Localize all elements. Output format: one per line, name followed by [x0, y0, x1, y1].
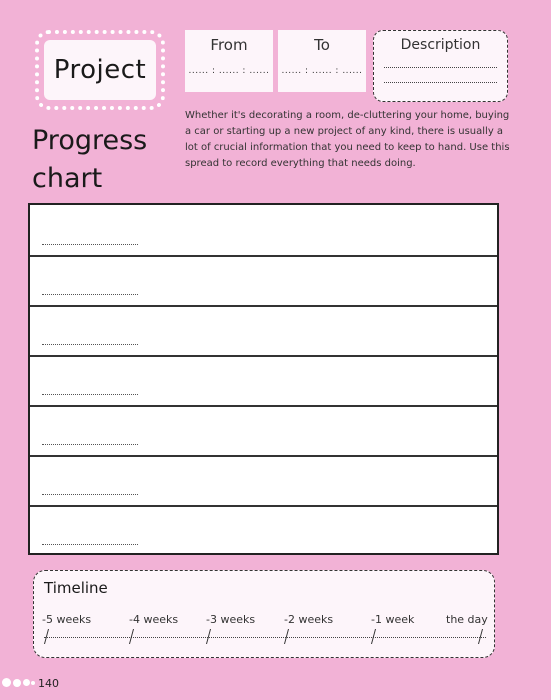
- tick-label-4-weeks: -4 weeks: [129, 613, 179, 626]
- row-entry-line[interactable]: [42, 244, 138, 245]
- heading-line-1: Progress: [32, 125, 148, 156]
- from-date-box[interactable]: [185, 30, 273, 92]
- tick-label-3-weeks: -3 weeks: [206, 613, 256, 626]
- footer-dot: [31, 681, 35, 685]
- timeline-box: [33, 570, 495, 658]
- tick-label-1-week: -1 week: [371, 613, 415, 626]
- chart-row[interactable]: [30, 255, 497, 307]
- tick-label-2-weeks: -2 weeks: [284, 613, 334, 626]
- intro-paragraph: Whether it's decorating a room, de-cluttering your home, buying a car or starting up a new project of any kind, there is usually a lot of crucial information that you need to keep to hand. Use this spread to record everything that needs doing.: [185, 110, 510, 169]
- row-entry-line[interactable]: [42, 494, 138, 495]
- description-label: Description: [400, 37, 481, 53]
- row-entry-line[interactable]: [42, 544, 138, 545]
- to-date-field[interactable]: ...... : ...... : ......: [281, 66, 363, 76]
- progress-chart-heading: [32, 122, 147, 198]
- to-label: To: [314, 36, 330, 54]
- chart-row[interactable]: [30, 355, 497, 407]
- timeline-track[interactable]: [44, 637, 486, 638]
- row-entry-line[interactable]: [42, 394, 138, 395]
- footer-dot: [23, 679, 30, 686]
- footer-dot: [13, 679, 21, 687]
- timeline-title: Timeline: [44, 579, 108, 597]
- row-entry-line[interactable]: [42, 444, 138, 445]
- to-date-box[interactable]: [278, 30, 366, 92]
- project-title: Project: [53, 55, 147, 85]
- footer-dot: [2, 678, 11, 687]
- project-title-panel: [44, 40, 156, 100]
- chart-row[interactable]: [30, 455, 497, 507]
- tick-label-the-day: the day: [446, 613, 488, 626]
- description-line[interactable]: [384, 53, 497, 68]
- description-line[interactable]: [384, 68, 497, 83]
- chart-row[interactable]: [30, 305, 497, 357]
- tick-label-5-weeks: -5 weeks: [42, 613, 92, 626]
- from-label: From: [210, 36, 248, 54]
- progress-chart: [28, 203, 499, 555]
- chart-row[interactable]: [30, 205, 497, 257]
- description-box[interactable]: [373, 30, 508, 102]
- from-date-field[interactable]: ...... : ...... : ......: [188, 66, 270, 76]
- row-entry-line[interactable]: [42, 294, 138, 295]
- row-entry-line[interactable]: [42, 344, 138, 345]
- page-number: 140: [38, 677, 59, 690]
- chart-row[interactable]: [30, 405, 497, 457]
- project-title-box: [35, 30, 165, 110]
- heading-line-2: chart: [32, 163, 103, 194]
- chart-row[interactable]: [30, 505, 497, 555]
